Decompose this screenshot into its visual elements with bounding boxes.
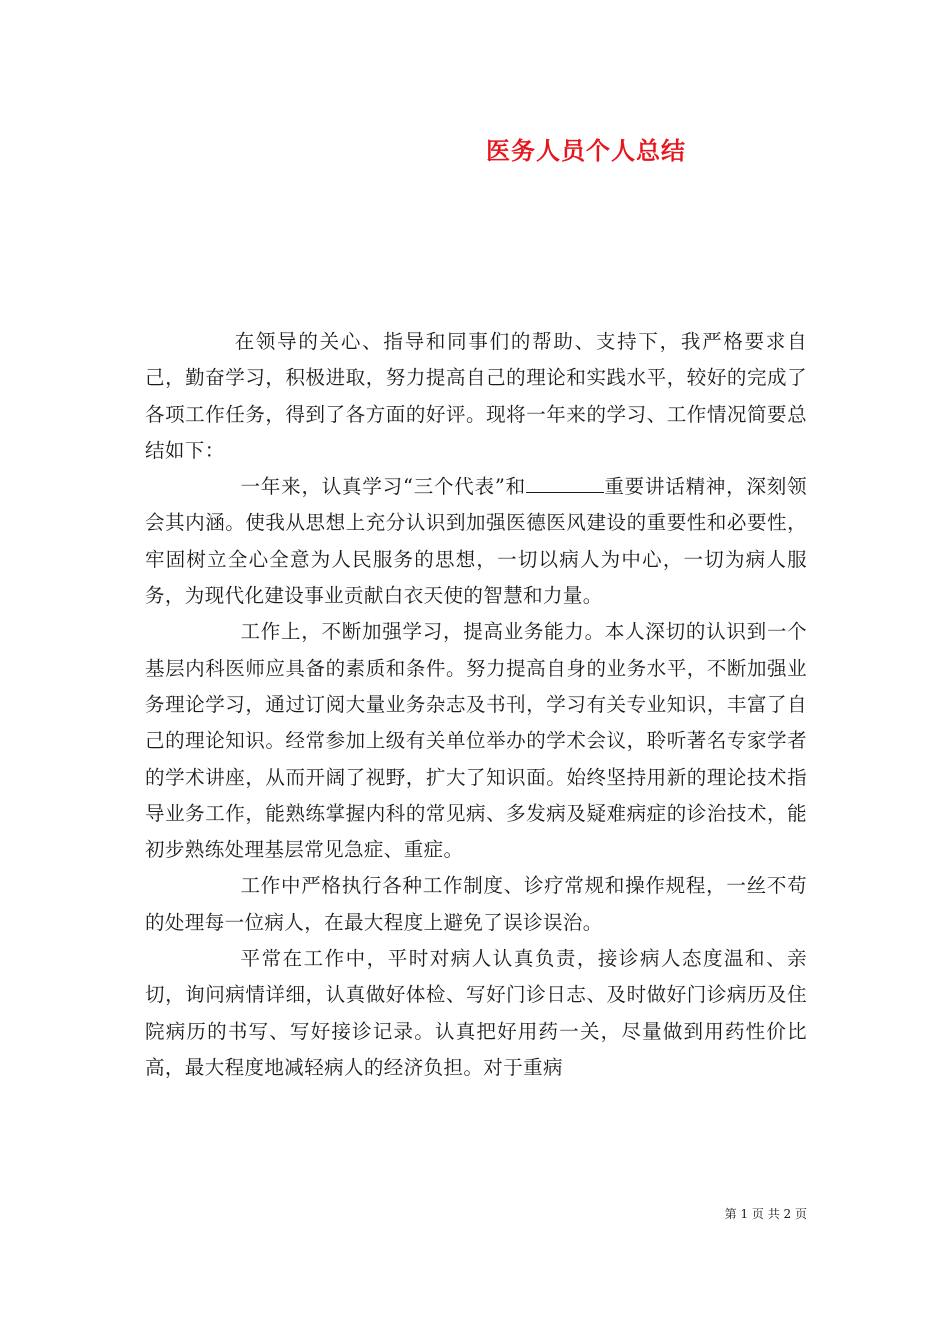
document-title: 医务人员个人总结 [486, 136, 686, 165]
paragraph-study [145, 469, 807, 614]
paragraph-work: 工作上，不断加强学习，提高业务能力。本人深切的认识到一个基层内科医师应具备的素质和条件。努力提高自身的业务水平，不断加强业务理论学习，通过订阅大量业务杂志及书刊，学习有关专业知识，丰富了自己的理论知识。经常参加上级有关单位举办的学术会议，聆听著名专家学者的学术讲座，从而开阔了视野，扩大了知识面。始终坚持用新的理论技术指导业务工作，能熟练掌握内科的常见病、多发病及疑难病症的诊治技术，能初步熟练处理基层常见急症、重症。 [145, 620, 807, 862]
document-body [145, 324, 807, 1086]
paragraph-study-end: 重要讲话精神，深刻领会其内涵。使我从思想上充分认识到加强医德医风建设的重要性和必要性，牢固树立全心全意为人民服务的思想，一切以病人为中心，一切为病人服务，为现代化建设事业贡献白衣天使的智慧和力量。 [145, 475, 807, 608]
paragraph-study-start: 一年来，认真学习“三个代表”和 [240, 475, 526, 499]
paragraph-intro: 在领导的关心、指导和同事们的帮助、支持下，我严格要求自己，勤奋学习，积极进取，努力提高自己的理论和实践水平，较好的完成了各项工作任务，得到了各方面的好评。现将一年来的学习、工作情况简要总结如下： [145, 330, 807, 462]
blank-line [526, 474, 604, 493]
page-number: 第 1 页 共 2 页 [724, 1207, 807, 1221]
paragraph-rules: 工作中严格执行各种工作制度、诊疗常规和操作规程，一丝不苟的处理每一位病人，在最大程度上避免了误诊误治。 [145, 874, 807, 934]
paragraph-patients: 平常在工作中，平时对病人认真负责，接诊病人态度温和、亲切，询问病情详细，认真做好体检、写好门诊日志、及时做好门诊病历及住院病历的书写、写好接诊记录。认真把好用药一关，尽量做到用药性价比高，最大程度地减轻病人的经济负担。对于重病 [145, 947, 807, 1079]
